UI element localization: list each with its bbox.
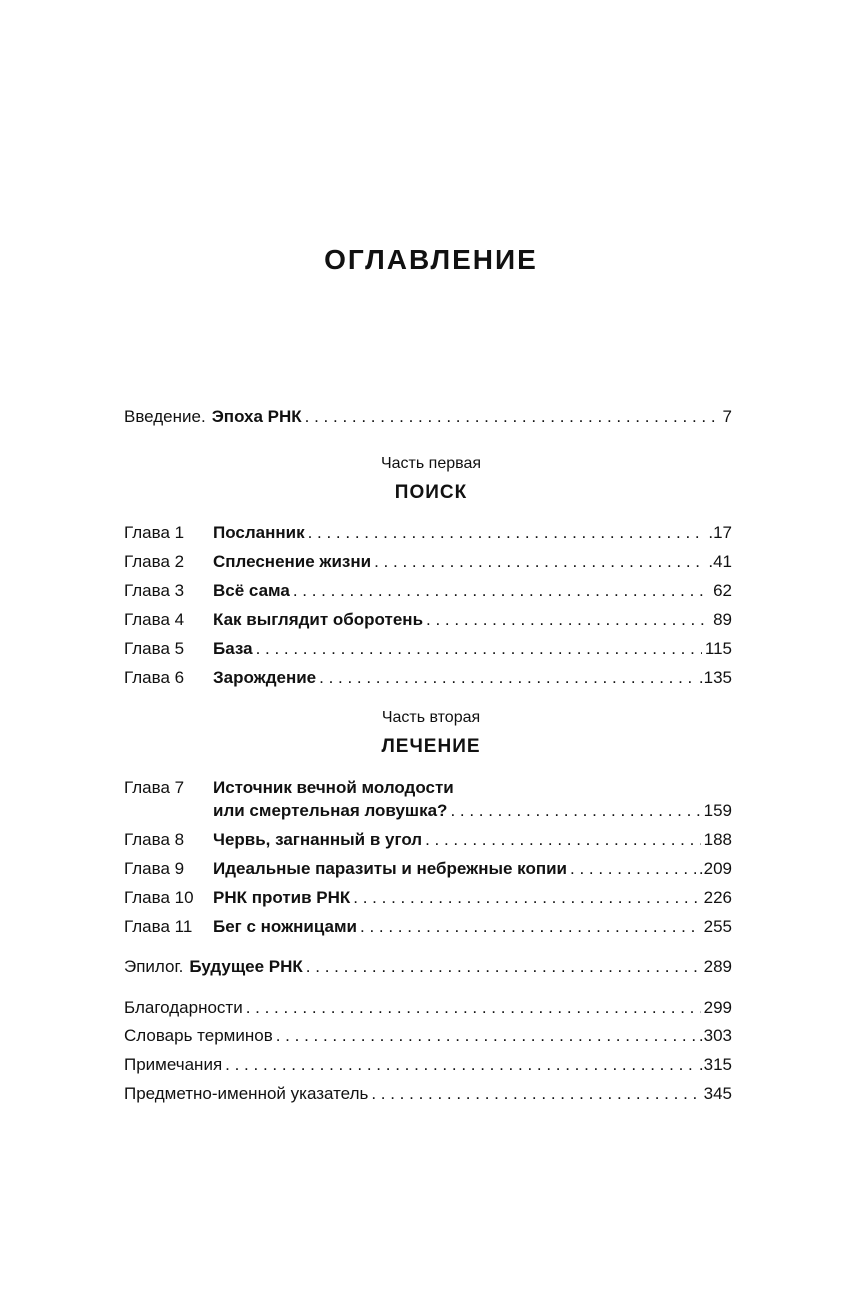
toc-back-item[interactable] xyxy=(124,1024,732,1048)
back-page: 299 xyxy=(703,998,732,1017)
chapter-label: Глава 6 xyxy=(124,668,185,687)
chapter-label: Глава 9 xyxy=(124,859,185,878)
leader-dots xyxy=(426,608,710,632)
leader-dots xyxy=(276,1024,696,1048)
chapter-title: Бег с ножницами xyxy=(213,917,357,936)
leader-dots xyxy=(246,996,701,1020)
leader-dots xyxy=(374,550,705,574)
chapter-label: Глава 7 xyxy=(124,778,185,797)
epilogue-page: 289 xyxy=(703,957,732,976)
chapter-title: Как выглядит оборотень xyxy=(213,610,424,629)
chapter-page: 188 xyxy=(703,830,732,849)
chapter-page: 159 xyxy=(703,801,732,820)
back-page: .303 xyxy=(698,1026,732,1045)
epilogue-prefix: Эпилог. xyxy=(124,957,184,976)
chapter-title: Сплеснение жизни xyxy=(213,552,372,571)
toc-chapter-line1[interactable] xyxy=(124,776,732,800)
chapter-page: .41 xyxy=(708,552,732,571)
chapter-title: Всё сама xyxy=(213,581,290,600)
leader-dots xyxy=(360,915,701,939)
chapter-page: 226 xyxy=(703,888,732,907)
toc-chapter[interactable] xyxy=(124,579,732,603)
chapter-page: 62 xyxy=(713,581,732,600)
chapter-page: 255 xyxy=(703,917,732,936)
toc-chapter[interactable] xyxy=(124,915,732,939)
chapter-title: База xyxy=(213,639,253,658)
toc-chapter[interactable] xyxy=(124,857,732,881)
leader-dots xyxy=(353,886,700,910)
back-title: Примечания xyxy=(124,1055,223,1074)
leader-dots xyxy=(225,1053,696,1077)
chapter-label: Глава 11 xyxy=(124,917,193,936)
chapter-label: Глава 4 xyxy=(124,610,185,629)
chapter-label: Глава 10 xyxy=(124,888,194,907)
chapter-page: .135 xyxy=(698,668,732,687)
chapter-title: Червь, загнанный в угол xyxy=(213,830,423,849)
chapter-page: .209 xyxy=(698,859,732,878)
part1-title: ПОИСК xyxy=(394,482,468,503)
toc-chapter[interactable] xyxy=(124,550,732,574)
chapter-label: Глава 8 xyxy=(124,830,185,849)
part1-label: Часть первая xyxy=(380,455,481,472)
back-title: Благодарности xyxy=(124,998,243,1017)
toc-chapter-line2[interactable] xyxy=(213,799,732,823)
chapter-title: Источник вечной молодости xyxy=(213,778,454,797)
leader-dots xyxy=(319,666,696,690)
chapter-page: 115 xyxy=(704,639,732,658)
chapter-label: Глава 1 xyxy=(124,523,185,542)
toc-epilogue[interactable] xyxy=(124,955,732,979)
intro-prefix: Введение. xyxy=(124,407,206,426)
leader-dots xyxy=(308,521,706,545)
leader-dots xyxy=(305,405,720,429)
leader-dots xyxy=(570,857,696,881)
leader-dots xyxy=(293,579,710,603)
back-page: .315 xyxy=(698,1055,732,1074)
toc-chapter[interactable] xyxy=(124,608,732,632)
chapter-title: РНК против РНК xyxy=(213,888,351,907)
chapter-title: Идеальные паразиты и небрежные копии xyxy=(213,859,568,878)
chapter-page: 89 xyxy=(713,610,732,629)
toc-back-item[interactable] xyxy=(124,1082,732,1106)
leader-dots xyxy=(450,799,700,823)
epilogue-title: Будущее РНК xyxy=(189,957,303,976)
back-title: Словарь терминов xyxy=(124,1026,273,1045)
leader-dots xyxy=(425,828,701,852)
toc-chapter[interactable] xyxy=(124,666,732,690)
toc-chapter[interactable] xyxy=(124,637,732,661)
toc-chapter[interactable] xyxy=(124,886,732,910)
leader-dots xyxy=(306,955,701,979)
part2-title: ЛЕЧЕНИЕ xyxy=(381,736,481,757)
chapter-label: Глава 5 xyxy=(124,639,185,658)
toc-chapter[interactable] xyxy=(124,828,732,852)
chapter-title: Посланник xyxy=(213,523,305,542)
chapter-title: Зарождение xyxy=(213,668,317,687)
page-title: ОГЛАВЛЕНИЕ xyxy=(324,244,538,275)
back-page: 345 xyxy=(703,1084,732,1103)
leader-dots xyxy=(371,1082,700,1106)
chapter-page: .17 xyxy=(708,523,732,542)
toc-chapter[interactable] xyxy=(124,521,732,545)
chapter-title-continued: или смертельная ловушка? xyxy=(213,801,448,820)
intro-title: Эпоха РНК xyxy=(211,407,302,426)
toc-back-item[interactable] xyxy=(124,1053,732,1077)
chapter-label: Глава 2 xyxy=(124,552,185,571)
toc-back-item[interactable] xyxy=(124,996,732,1020)
toc-intro[interactable] xyxy=(124,405,732,429)
back-title: Предметно-именной указатель xyxy=(124,1084,369,1103)
intro-page: 7 xyxy=(722,407,732,426)
part2-label: Часть вторая xyxy=(381,709,481,726)
leader-dots xyxy=(256,637,702,661)
chapter-label: Глава 3 xyxy=(124,581,185,600)
